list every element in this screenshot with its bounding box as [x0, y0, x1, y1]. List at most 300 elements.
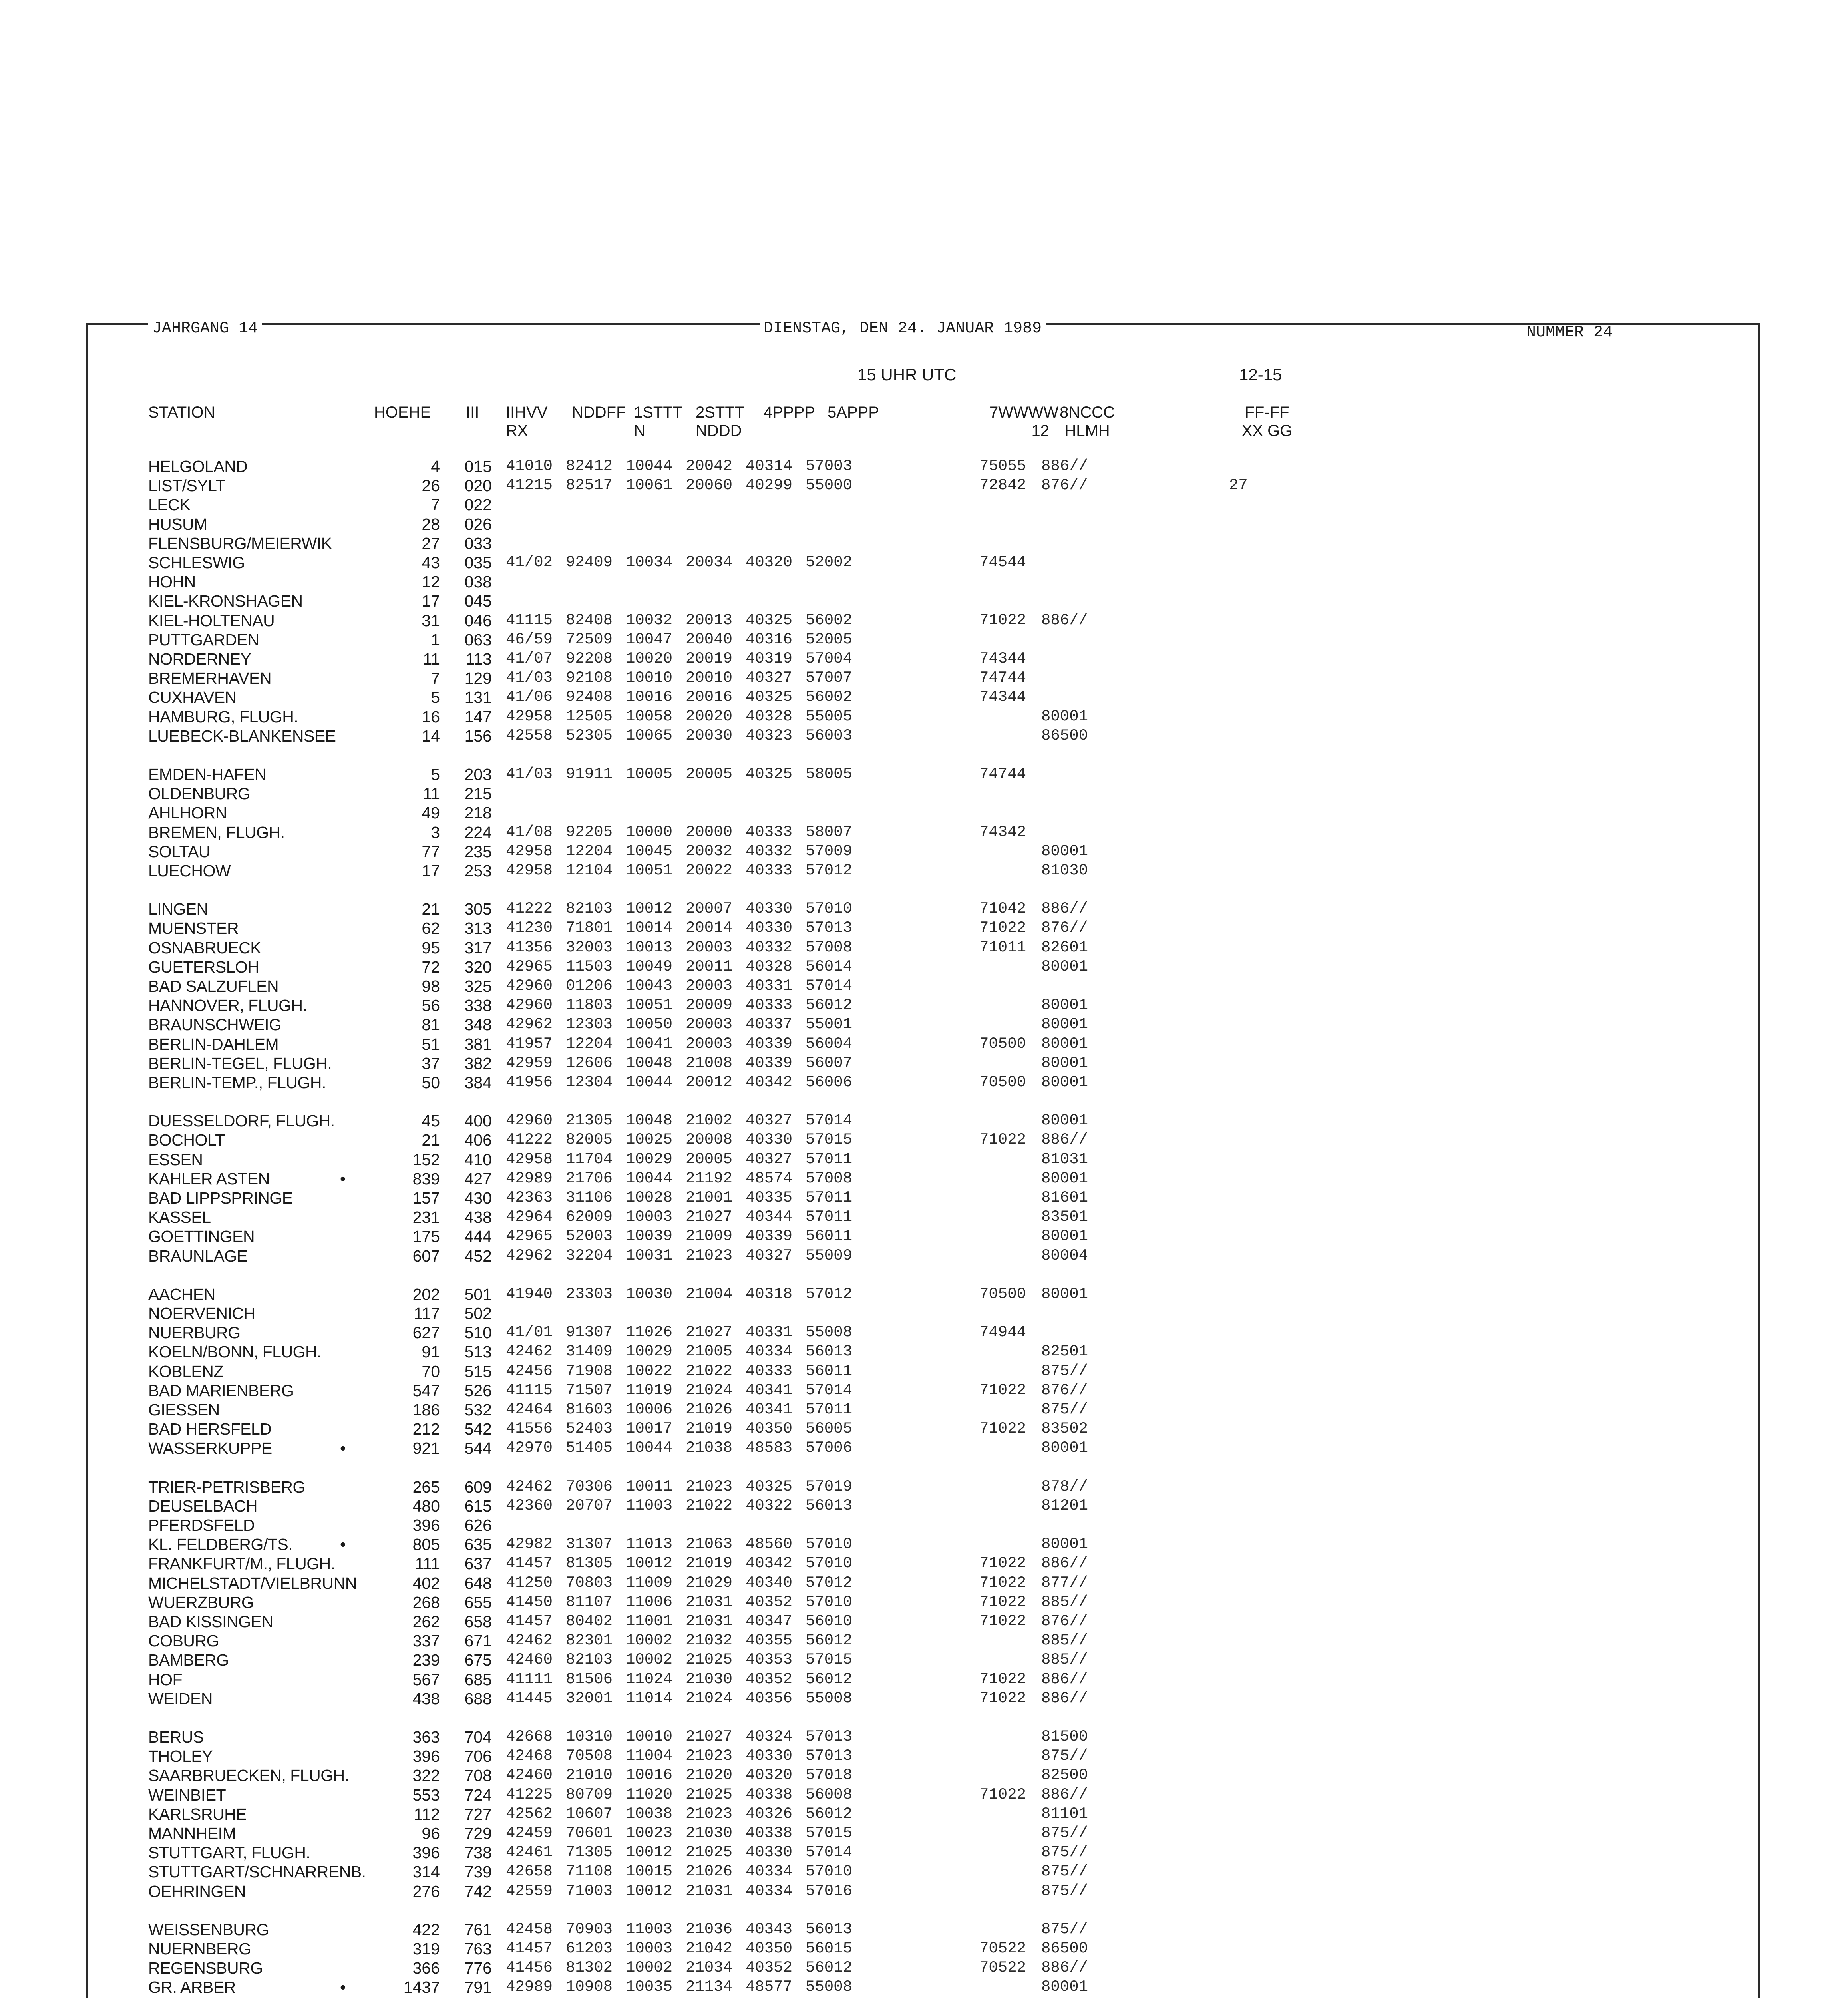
synop-group-5: 40332 — [746, 842, 793, 860]
synop-group-4: 21027 — [686, 1728, 733, 1745]
synop-group-6: 56013 — [806, 1920, 853, 1938]
synop-group-8: 80001 — [1041, 1535, 1088, 1553]
synop-group-4: 20008 — [686, 1131, 733, 1149]
synop-group-6: 56012 — [806, 1805, 853, 1823]
synop-group-4: 21192 — [686, 1169, 733, 1187]
synop-group-3: 10014 — [626, 919, 673, 937]
synop-group-8: 81101 — [1041, 1805, 1088, 1823]
synop-group-1: 41457 — [506, 1940, 553, 1957]
synop-group-7: 71022 — [979, 1689, 1026, 1707]
synop-group-4: 21019 — [686, 1554, 733, 1572]
station-index: 724 — [464, 1785, 492, 1804]
synop-group-1: 42960 — [506, 996, 553, 1014]
synop-group-6: 55008 — [806, 1978, 853, 1996]
col-g9 — [1237, 403, 1297, 440]
station-index: 742 — [464, 1882, 492, 1900]
station-height: 337 — [412, 1632, 440, 1650]
station-index: 513 — [464, 1343, 492, 1361]
station-index: 688 — [464, 1689, 492, 1708]
synop-group-2: 71003 — [566, 1882, 613, 1900]
synop-group-3: 10045 — [626, 842, 673, 860]
station-name: LINGEN — [148, 900, 208, 919]
synop-group-7: 70500 — [979, 1073, 1026, 1091]
synop-group-2: 52403 — [566, 1420, 613, 1438]
synop-group-3: 10035 — [626, 1978, 673, 1996]
synop-group-5: 40342 — [746, 1554, 793, 1572]
synop-group-2: 52305 — [566, 726, 613, 744]
station-name: LUECHOW — [148, 862, 231, 880]
synop-group-2: 72509 — [566, 630, 613, 648]
station-name: GOETTINGEN — [148, 1227, 255, 1246]
synop-group-7: 75055 — [979, 457, 1026, 475]
synop-group-8: 886// — [1041, 611, 1088, 629]
station-name: HAMBURG, FLUGH. — [148, 707, 298, 726]
mountain-station-marker: • — [340, 1169, 346, 1188]
synop-group-3: 10034 — [626, 553, 673, 571]
station-index: 708 — [464, 1766, 492, 1785]
synop-group-1: 42461 — [506, 1843, 553, 1861]
synop-group-5: 40334 — [746, 1343, 793, 1361]
synop-group-3: 11019 — [626, 1381, 673, 1399]
synop-group-5: 40330 — [746, 919, 793, 937]
station-name: AHLHORN — [148, 804, 227, 822]
synop-group-5: 40322 — [746, 1497, 793, 1514]
synop-group-7: 70500 — [979, 1285, 1026, 1303]
synop-group-8: 886// — [1041, 1554, 1088, 1572]
synop-group-7: 74342 — [979, 823, 1026, 841]
synop-group-3: 11001 — [626, 1612, 673, 1630]
synop-group-3: 10012 — [626, 1882, 673, 1900]
synop-group-4: 21032 — [686, 1632, 733, 1650]
station-index: 020 — [464, 476, 492, 495]
station-name: WEINBIET — [148, 1785, 226, 1804]
synop-group-7: 71042 — [979, 900, 1026, 918]
synop-group-4: 20032 — [686, 842, 733, 860]
synop-group-3: 11006 — [626, 1593, 673, 1611]
station-index: 203 — [464, 765, 492, 784]
synop-group-6: 57015 — [806, 1651, 853, 1669]
synop-group-6: 57010 — [806, 1554, 853, 1572]
station-name: EMDEN-HAFEN — [148, 765, 267, 784]
synop-group-6: 56006 — [806, 1073, 853, 1091]
synop-group-2: 71507 — [566, 1381, 613, 1399]
synop-group-4: 21004 — [686, 1285, 733, 1303]
synop-group-1: 42460 — [506, 1766, 553, 1784]
synop-group-1: 41010 — [506, 457, 553, 475]
station-index: 156 — [464, 726, 492, 745]
station-name: BERLIN-TEMP., FLUGH. — [148, 1073, 326, 1092]
station-index: 502 — [464, 1304, 492, 1323]
synop-group-2: 10908 — [566, 1978, 613, 1996]
synop-group-6: 58007 — [806, 823, 853, 841]
station-index: 609 — [464, 1477, 492, 1496]
synop-group-2: 80709 — [566, 1785, 613, 1803]
station-height: 805 — [412, 1535, 440, 1554]
station-index: 338 — [464, 996, 492, 1015]
synop-group-1: 41/01 — [506, 1323, 553, 1341]
synop-group-1: 42459 — [506, 1824, 553, 1842]
synop-group-7: 72842 — [979, 476, 1026, 494]
header-number: NUMMER 24 — [1526, 324, 1613, 342]
synop-group-2: 12204 — [566, 842, 613, 860]
synop-group-1: 42958 — [506, 842, 553, 860]
synop-group-2: 80402 — [566, 1612, 613, 1630]
synop-group-4: 21001 — [686, 1189, 733, 1206]
station-name: BERUS — [148, 1728, 204, 1746]
synop-group-8: 876// — [1041, 476, 1088, 494]
synop-group-5: 40344 — [746, 1208, 793, 1226]
synop-group-6: 57006 — [806, 1439, 853, 1457]
col-g8 — [1057, 403, 1117, 440]
synop-group-1: 41/03 — [506, 669, 553, 687]
synop-group-1: 41456 — [506, 1959, 553, 1977]
synop-group-1: 42982 — [506, 1535, 553, 1553]
station-name: BAD KISSINGEN — [148, 1612, 273, 1631]
synop-group-7: 71022 — [979, 1420, 1026, 1438]
synop-group-8: 876// — [1041, 1612, 1088, 1630]
station-height: 7 — [431, 669, 440, 688]
station-height: 21 — [422, 900, 440, 919]
station-name: STUTTGART, FLUGH. — [148, 1843, 310, 1862]
synop-group-8: 80001 — [1041, 707, 1088, 725]
station-index: 452 — [464, 1246, 492, 1265]
station-name: GR. ARBER — [148, 1978, 236, 1997]
station-index: 675 — [464, 1651, 492, 1670]
station-name: HANNOVER, FLUGH. — [148, 996, 307, 1015]
station-index: 317 — [464, 938, 492, 957]
synop-group-2: 32001 — [566, 1689, 613, 1707]
synop-group-3: 10003 — [626, 1940, 673, 1957]
synop-group-3: 10012 — [626, 900, 673, 918]
synop-group-3: 10032 — [626, 611, 673, 629]
synop-group-5: 40333 — [746, 862, 793, 879]
station-index: 626 — [464, 1516, 492, 1534]
synop-group-6: 57008 — [806, 938, 853, 956]
station-height: 77 — [422, 842, 440, 861]
synop-group-5: 40328 — [746, 957, 793, 975]
synop-group-4: 21025 — [686, 1651, 733, 1669]
synop-group-4: 20016 — [686, 688, 733, 706]
synop-group-1: 42989 — [506, 1978, 553, 1996]
station-name: PFERDSFELD — [148, 1516, 255, 1534]
station-height: 14 — [422, 726, 440, 745]
synop-group-3: 10031 — [626, 1246, 673, 1264]
col-hoehe: HOEHE — [374, 404, 431, 421]
synop-group-2: 12304 — [566, 1073, 613, 1091]
synop-group-2: 71908 — [566, 1362, 613, 1380]
mountain-station-marker: • — [340, 1535, 346, 1554]
synop-group-6: 57016 — [806, 1882, 853, 1900]
mountain-station-marker: • — [340, 1978, 346, 1997]
synop-group-6: 55008 — [806, 1323, 853, 1341]
station-name: KOBLENZ — [148, 1362, 223, 1381]
station-index: 427 — [464, 1169, 492, 1188]
synop-group-1: 42958 — [506, 1150, 553, 1168]
station-index: 215 — [464, 784, 492, 803]
synop-group-4: 21023 — [686, 1805, 733, 1823]
station-name: NUERNBERG — [148, 1940, 251, 1958]
synop-group-1: 41457 — [506, 1612, 553, 1630]
synop-group-6: 55000 — [806, 476, 853, 494]
synop-group-3: 10065 — [626, 726, 673, 744]
station-name: HOF — [148, 1670, 183, 1689]
station-index: 510 — [464, 1323, 492, 1342]
synop-group-8: 886// — [1041, 1785, 1088, 1803]
synop-group-5: 48577 — [746, 1978, 793, 1996]
station-name: FRANKFURT/M., FLUGH. — [148, 1554, 335, 1573]
synop-group-7: 71022 — [979, 1670, 1026, 1688]
station-index: 655 — [464, 1593, 492, 1612]
synop-group-2: 81107 — [566, 1593, 613, 1611]
station-index: 615 — [464, 1497, 492, 1515]
synop-group-5: 40356 — [746, 1689, 793, 1707]
synop-group-4: 21022 — [686, 1497, 733, 1514]
synop-group-7: 71022 — [979, 1574, 1026, 1592]
station-index: 235 — [464, 842, 492, 861]
synop-group-2: 11503 — [566, 957, 613, 975]
synop-group-5: 40333 — [746, 996, 793, 1014]
synop-group-6: 57014 — [806, 1112, 853, 1130]
synop-group-7: 74344 — [979, 650, 1026, 667]
station-name: PUTTGARDEN — [148, 630, 259, 649]
synop-group-4: 20020 — [686, 707, 733, 725]
synop-group-2: 82103 — [566, 900, 613, 918]
station-name: SCHLESWIG — [148, 553, 245, 572]
synop-group-6: 56011 — [806, 1362, 853, 1380]
station-height: 21 — [422, 1131, 440, 1150]
station-height: 81 — [422, 1015, 440, 1034]
synop-group-1: 41250 — [506, 1574, 553, 1592]
report-frame — [86, 320, 1760, 1998]
synop-group-8: 80001 — [1041, 957, 1088, 975]
synop-group-1: 42458 — [506, 1920, 553, 1938]
synop-group-5: 40335 — [746, 1189, 793, 1206]
synop-group-5: 40332 — [746, 938, 793, 956]
synop-group-7: 70522 — [979, 1959, 1026, 1977]
synop-group-3: 10049 — [626, 957, 673, 975]
synop-group-3: 11003 — [626, 1920, 673, 1938]
station-height: 268 — [412, 1593, 440, 1612]
col-g5: 4PPPP — [764, 404, 815, 421]
synop-group-5: 40334 — [746, 1882, 793, 1900]
synop-group-2: 12303 — [566, 1015, 613, 1033]
station-height: 5 — [431, 688, 440, 707]
synop-group-4: 21042 — [686, 1940, 733, 1957]
synop-group-3: 10044 — [626, 1073, 673, 1091]
synop-group-1: 41/08 — [506, 823, 553, 841]
synop-group-5: 40331 — [746, 1323, 793, 1341]
synop-group-8: 886// — [1041, 1959, 1088, 1977]
synop-group-5: 40327 — [746, 1112, 793, 1130]
col-g4 — [696, 403, 744, 440]
station-name: MANNHEIM — [148, 1824, 236, 1843]
synop-group-2: 70803 — [566, 1574, 613, 1592]
synop-group-1: 42468 — [506, 1747, 553, 1765]
station-index: 704 — [464, 1728, 492, 1746]
synop-group-4: 20022 — [686, 862, 733, 879]
station-name: WASSERKUPPE — [148, 1439, 272, 1458]
station-index: 542 — [464, 1420, 492, 1439]
synop-group-4: 20060 — [686, 476, 733, 494]
synop-group-3: 10030 — [626, 1285, 673, 1303]
synop-group-4: 20003 — [686, 1035, 733, 1053]
station-name: FLENSBURG/MEIERWIK — [148, 534, 332, 553]
station-height: 396 — [412, 1747, 440, 1766]
synop-group-2: 71801 — [566, 919, 613, 937]
col-g3 — [634, 403, 682, 440]
station-height: 56 — [422, 996, 440, 1015]
synop-group-4: 20012 — [686, 1073, 733, 1091]
header-volume: JAHRGANG 14 — [148, 320, 262, 338]
synop-group-2: 31106 — [566, 1189, 613, 1206]
synop-group-6: 57010 — [806, 1593, 853, 1611]
synop-group-4: 21022 — [686, 1362, 733, 1380]
synop-group-4: 20040 — [686, 630, 733, 648]
synop-group-3: 10013 — [626, 938, 673, 956]
synop-group-1: 41115 — [506, 1381, 553, 1399]
station-index: 515 — [464, 1362, 492, 1381]
synop-group-1: 41450 — [506, 1593, 553, 1611]
synop-group-4: 21008 — [686, 1054, 733, 1072]
synop-group-1: 41/07 — [506, 650, 553, 667]
synop-group-8: 886// — [1041, 900, 1088, 918]
synop-group-7: 74344 — [979, 688, 1026, 706]
synop-group-5: 40350 — [746, 1420, 793, 1438]
synop-group-1: 42559 — [506, 1882, 553, 1900]
station-height: 422 — [412, 1920, 440, 1939]
synop-group-4: 21063 — [686, 1535, 733, 1553]
synop-group-7: 71022 — [979, 1554, 1026, 1572]
synop-group-3: 10058 — [626, 707, 673, 725]
station-name: KAHLER ASTEN — [148, 1169, 270, 1188]
station-index: 045 — [464, 592, 492, 611]
synop-group-8: 81500 — [1041, 1728, 1088, 1745]
station-height: 17 — [422, 592, 440, 611]
synop-group-1: 41356 — [506, 938, 553, 956]
synop-group-4: 21031 — [686, 1612, 733, 1630]
header-date: DIENSTAG, DEN 24. JANUAR 1989 — [760, 320, 1046, 338]
synop-group-6: 57013 — [806, 919, 853, 937]
synop-group-7: 74744 — [979, 669, 1026, 687]
synop-group-4: 20013 — [686, 611, 733, 629]
synop-group-8: 80001 — [1041, 1439, 1088, 1457]
station-index: 738 — [464, 1843, 492, 1862]
synop-group-4: 21024 — [686, 1381, 733, 1399]
synop-group-4: 21005 — [686, 1343, 733, 1361]
synop-group-2: 31307 — [566, 1535, 613, 1553]
synop-group-2: 92208 — [566, 650, 613, 667]
synop-group-4: 20014 — [686, 919, 733, 937]
synop-group-7: 71022 — [979, 1785, 1026, 1803]
synop-group-6: 56002 — [806, 611, 853, 629]
synop-group-5: 40320 — [746, 1766, 793, 1784]
synop-group-5: 40352 — [746, 1959, 793, 1977]
station-name: BAD SALZUFLEN — [148, 977, 279, 995]
synop-group-1: 42959 — [506, 1054, 553, 1072]
col-g3-top: 1STTT — [634, 404, 683, 421]
synop-group-6: 56005 — [806, 1420, 853, 1438]
synop-group-4: 21027 — [686, 1323, 733, 1341]
station-height: 62 — [422, 919, 440, 938]
synop-group-4: 20011 — [686, 957, 733, 975]
station-index: 382 — [464, 1054, 492, 1073]
synop-group-3: 10010 — [626, 1728, 673, 1745]
station-name: WEIDEN — [148, 1689, 213, 1708]
station-height: 5 — [431, 765, 440, 784]
synop-group-3: 10044 — [626, 1169, 673, 1187]
station-index: 305 — [464, 900, 492, 919]
synop-group-7: 71022 — [979, 1593, 1026, 1611]
synop-group-2: 52003 — [566, 1227, 613, 1245]
synop-group-4: 21027 — [686, 1208, 733, 1226]
synop-group-1: 41222 — [506, 1131, 553, 1149]
synop-group-5: 40327 — [746, 1150, 793, 1168]
synop-group-3: 10029 — [626, 1150, 673, 1168]
station-name: AACHEN — [148, 1285, 215, 1303]
station-index: 526 — [464, 1381, 492, 1400]
station-height: 396 — [412, 1516, 440, 1534]
synop-group-6: 56004 — [806, 1035, 853, 1053]
synop-group-3: 10047 — [626, 630, 673, 648]
synop-group-8: 80004 — [1041, 1246, 1088, 1264]
synop-group-6: 56010 — [806, 1612, 853, 1630]
col-g7 — [989, 403, 1059, 440]
station-height: 72 — [422, 957, 440, 976]
col-g4-bot: NDDD — [696, 422, 742, 440]
synop-group-2: 20707 — [566, 1497, 613, 1514]
synop-group-8: 886// — [1041, 1670, 1088, 1688]
synop-group-6: 55001 — [806, 1015, 853, 1033]
station-height: 49 — [422, 804, 440, 822]
synop-group-6: 57012 — [806, 862, 853, 879]
synop-group-5: 40333 — [746, 1362, 793, 1380]
station-height: 7 — [431, 496, 440, 514]
synop-group-8: 80001 — [1041, 1285, 1088, 1303]
station-height: 31 — [422, 611, 440, 630]
station-height: 839 — [412, 1169, 440, 1188]
col-g6: 5APPP — [828, 404, 879, 421]
synop-group-1: 41/03 — [506, 765, 553, 783]
station-index: 218 — [464, 804, 492, 822]
synop-group-8: 82601 — [1041, 938, 1088, 956]
synop-group-6: 57015 — [806, 1131, 853, 1149]
synop-group-4: 20003 — [686, 977, 733, 995]
synop-group-6: 55008 — [806, 1689, 853, 1707]
synop-group-4: 21031 — [686, 1593, 733, 1611]
station-name: OLDENBURG — [148, 784, 251, 803]
synop-group-2: 70508 — [566, 1747, 613, 1765]
synop-group-6: 56012 — [806, 1670, 853, 1688]
synop-group-4: 20019 — [686, 650, 733, 667]
synop-group-6: 57007 — [806, 669, 853, 687]
synop-group-5: 40352 — [746, 1593, 793, 1611]
station-index: 637 — [464, 1554, 492, 1573]
synop-group-8: 875// — [1041, 1401, 1088, 1418]
synop-group-5: 40331 — [746, 977, 793, 995]
synop-group-3: 10023 — [626, 1824, 673, 1842]
synop-group-5: 40316 — [746, 630, 793, 648]
synop-group-3: 10044 — [626, 1439, 673, 1457]
synop-group-6: 56012 — [806, 1632, 853, 1650]
station-height: 70 — [422, 1362, 440, 1381]
synop-group-8: 80001 — [1041, 842, 1088, 860]
station-name: OSNABRUECK — [148, 938, 261, 957]
synop-group-9: 27 — [1229, 476, 1248, 494]
station-height: 262 — [412, 1612, 440, 1631]
synop-group-4: 21036 — [686, 1920, 733, 1938]
synop-group-6: 57013 — [806, 1728, 853, 1745]
synop-group-1: 42363 — [506, 1189, 553, 1206]
